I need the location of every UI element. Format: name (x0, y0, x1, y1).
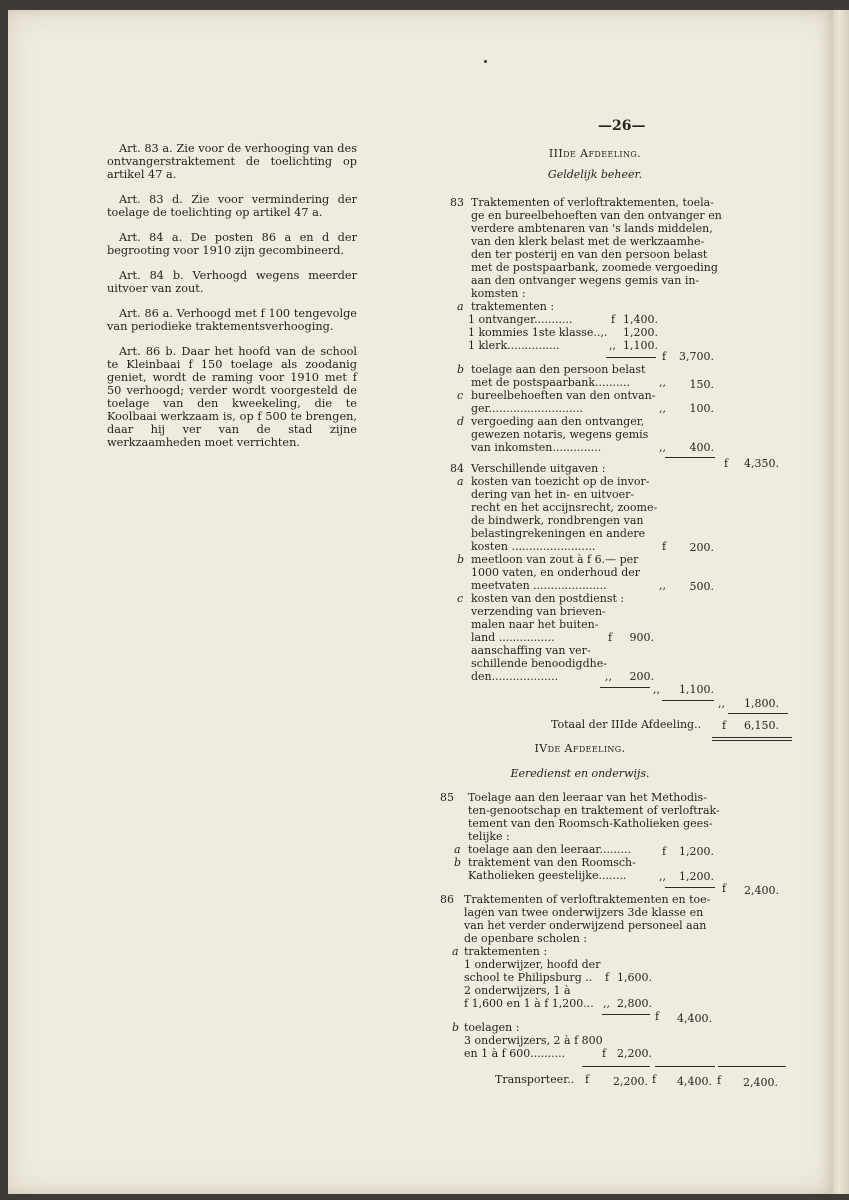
article-line: verdere ambtenaren van 's lands middelen, (471, 222, 713, 235)
article-line: komsten : (471, 287, 526, 300)
section-title: IVde Afdeeling. (534, 742, 626, 755)
section-title: IIIde Afdeeling. (548, 147, 642, 160)
article-line: aan den ontvanger wegens gemis van in- (471, 274, 700, 287)
currency: ,, (659, 870, 666, 883)
item-text: aanschaffing van ver- (471, 644, 591, 657)
currency: ,, (659, 579, 666, 592)
item-label: c (457, 592, 464, 605)
currency: ,, (609, 339, 616, 352)
article-line: lagen van twee onderwijzers 3de klasse en (464, 906, 704, 919)
currency: ,, (653, 683, 660, 696)
subtotal-rule (665, 457, 715, 458)
item-text: meetloon van zout à f 6.— per (471, 553, 639, 566)
transport-rule (718, 1066, 786, 1067)
item-text: dering van het in- en uitvoer- (471, 488, 635, 501)
amount: 400. (689, 441, 714, 454)
article-line: Toelage aan den leeraar van het Methodis- (468, 791, 707, 804)
item-label: b (454, 856, 462, 869)
article-line: van den klerk belast met de werkzaamhe- (471, 235, 705, 248)
amount: 2,400. (744, 884, 779, 897)
amount: 1,200. (679, 870, 714, 883)
sub-item: 1 kommies 1ste klasse..,. (468, 326, 608, 339)
note-2: Art. 83 d. Zie voor vermindering der toelage de toelichting op artikel 47 a. (107, 193, 357, 219)
sub-item: 3 onderwijzers, 2 à f 800 (464, 1034, 603, 1047)
currency: f (655, 1010, 660, 1023)
article-line: tement van den Roomsch-Katholieken gees- (468, 817, 713, 830)
sub-item: 2 onderwijzers, 1 à (464, 984, 571, 997)
section-total: 6,150. (744, 719, 779, 732)
item-text: toelagen : (464, 1021, 520, 1034)
note-6: Art. 86 b. Daar het hoofd van de school te Kleinbaai f 150 toelage als zoodanig geniet, wordt de raming voor 1910 met f 50 verhoogd; verder wordt voorgesteld de toelage van den kweekeling, die te Koolbaai werkzaam is, op f 500 te brengen, daar hij ver van de stad zijne werkzaamheden moet verrichten. (107, 345, 357, 449)
subtotal-rule (665, 887, 715, 888)
article-number: 85 (440, 791, 454, 804)
currency: ,, (659, 376, 666, 389)
section-subtitle: Eeredienst en onderwijs. (510, 767, 650, 780)
transport-amount: 2,200. (613, 1075, 648, 1088)
item-label: c (457, 389, 464, 402)
sub-item: 1 ontvanger........... (468, 313, 573, 326)
transport-rule (655, 1066, 715, 1067)
note-4: Art. 84 b. Verhoogd wegens meerder uitvoer van zout. (107, 269, 357, 295)
article-line: Traktementen of verloftraktementen en toe- (464, 893, 711, 906)
amount: 500. (689, 580, 714, 593)
currency: f (662, 540, 667, 553)
sub-item: f 1,600 en 1 à f 1,200... (464, 997, 594, 1010)
item-text: meetvaten ..................... (471, 579, 607, 592)
item-text: schillende benoodigdhe- (471, 657, 607, 670)
double-rule (712, 737, 792, 738)
transport-amount: 4,400. (677, 1075, 712, 1088)
article-number: 83 (450, 196, 464, 209)
currency: f (722, 882, 727, 895)
page-edge (833, 10, 849, 1194)
item-text: bureelbehoeften van den ontvan- (471, 389, 656, 402)
amount: 900. (629, 631, 654, 644)
currency: f (717, 1074, 722, 1087)
sub-item: school te Philipsburg .. (464, 971, 593, 984)
note-3: Art. 84 a. De posten 86 a en d der begrooting voor 1910 zijn gecombineerd. (107, 231, 357, 257)
article-line: den ter posterij en van den persoon belast (471, 248, 708, 261)
transport-label: Transporteer.. (495, 1073, 575, 1086)
item-text: toelage aan den persoon belast (471, 363, 646, 376)
amount: 1,100. (623, 339, 658, 352)
ink-dot (484, 60, 487, 63)
item-label: b (452, 1021, 460, 1034)
amount: 4,350. (744, 457, 779, 470)
currency: f (662, 845, 667, 858)
currency: f (662, 350, 667, 363)
subtotal-rule (662, 700, 714, 701)
item-text: vergoeding aan den ontvanger, (471, 415, 645, 428)
item-text: de bindwerk, rondbrengen van (471, 514, 644, 527)
item-text: ger........................... (471, 402, 584, 415)
item-text: toelage aan den leeraar......... (468, 843, 631, 856)
amount: 2,200. (617, 1047, 652, 1060)
item-text: den................... (471, 670, 559, 683)
item-text: met de postspaarbank.......... (471, 376, 631, 389)
item-text: verzending van brieven- (471, 605, 606, 618)
currency: ,, (718, 697, 725, 710)
transport-rule (582, 1066, 650, 1067)
article-number: 84 (450, 462, 464, 475)
subtotal-rule (602, 1014, 650, 1015)
subtotal-rule (606, 357, 656, 358)
item-text: recht en het accijnsrecht, zoome- (471, 501, 658, 514)
article-line: ge en bureelbehoeften van den ontvanger en (471, 209, 722, 222)
sub-item: en 1 à f 600.......... (464, 1047, 566, 1060)
currency: f (722, 719, 727, 732)
section-subtitle: Geldelijk beheer. (547, 168, 643, 181)
item-text: Katholieken geestelijke........ (468, 869, 627, 882)
item-text: kosten van den postdienst : (471, 592, 625, 605)
page-number: —26— (598, 118, 646, 134)
amount: 1,600. (617, 971, 652, 984)
item-text: 1000 vaten, en onderhoud der (471, 566, 641, 579)
amount: 150. (689, 378, 714, 391)
currency: f (652, 1073, 657, 1086)
amount: 4,400. (677, 1012, 712, 1025)
item-text: belastingrekeningen en andere (471, 527, 646, 540)
notes-column (107, 142, 357, 461)
currency: f (724, 457, 729, 470)
note-5: Art. 86 a. Verhoogd met f 100 tengevolge van periodieke traktementsverhooging. (107, 307, 357, 333)
item-text: traktementen : (471, 300, 555, 313)
amount: 1,800. (744, 697, 779, 710)
article-line: telijke : (468, 830, 510, 843)
total-rule (728, 713, 788, 714)
section-total-label: Totaal der IIIde Afdeeling.. (551, 718, 702, 731)
amount: 1,200. (623, 326, 658, 339)
currency: ,, (603, 997, 610, 1010)
item-label: a (457, 300, 464, 313)
article-line: de openbare scholen : (464, 932, 587, 945)
double-rule (712, 740, 792, 741)
item-label: b (457, 553, 465, 566)
currency: f (605, 971, 610, 984)
amount: 2,800. (617, 997, 652, 1010)
transport-amount: 2,400. (743, 1076, 778, 1089)
currency: ,, (659, 402, 666, 415)
amount: 200. (689, 541, 714, 554)
item-text: traktement van den Roomsch- (468, 856, 636, 869)
item-text: land ................ (471, 631, 555, 644)
item-label: d (457, 415, 465, 428)
sub-item: 1 klerk............... (468, 339, 560, 352)
article-line: met de postspaarbank, zoomede vergoeding (471, 261, 718, 274)
item-label: a (452, 945, 459, 958)
currency: f (602, 1047, 607, 1060)
amount: 200. (629, 670, 654, 683)
currency: f (608, 631, 613, 644)
article-line: van het verder onderwijzend personeel aan (464, 919, 707, 932)
item-text: traktementen : (464, 945, 548, 958)
item-label: a (457, 475, 464, 488)
sub-item: 1 onderwijzer, hoofd der (464, 958, 601, 971)
article-line: Traktementen of verloftraktementen, toela- (471, 196, 714, 209)
item-text: van inkomsten.............. (471, 441, 602, 454)
amount: 1,400. (623, 313, 658, 326)
item-text: gewezen notaris, wegens gemis (471, 428, 649, 441)
article-line: ten-genootschap en traktement of verloftrak- (468, 804, 720, 817)
amount: 1,200. (679, 845, 714, 858)
currency: f (611, 313, 616, 326)
item-text: malen naar het buiten- (471, 618, 599, 631)
currency: f (585, 1073, 590, 1086)
article-line: Verschillende uitgaven : (471, 462, 606, 475)
amount: 100. (689, 402, 714, 415)
currency: ,, (659, 441, 666, 454)
item-label: a (454, 843, 461, 856)
subtotal-rule (600, 687, 650, 688)
currency: ,, (605, 670, 612, 683)
article-number: 86 (440, 893, 454, 906)
note-1: Art. 83 a. Zie voor de verhooging van des ontvangerstraktement de toelichting op artikel 47 a. (107, 142, 357, 181)
item-label: b (457, 363, 465, 376)
item-text: kosten ........................ (471, 540, 596, 553)
amount: 1,100. (679, 683, 714, 696)
amount: 3,700. (679, 350, 714, 363)
item-text: kosten van toezicht op de invor- (471, 475, 650, 488)
